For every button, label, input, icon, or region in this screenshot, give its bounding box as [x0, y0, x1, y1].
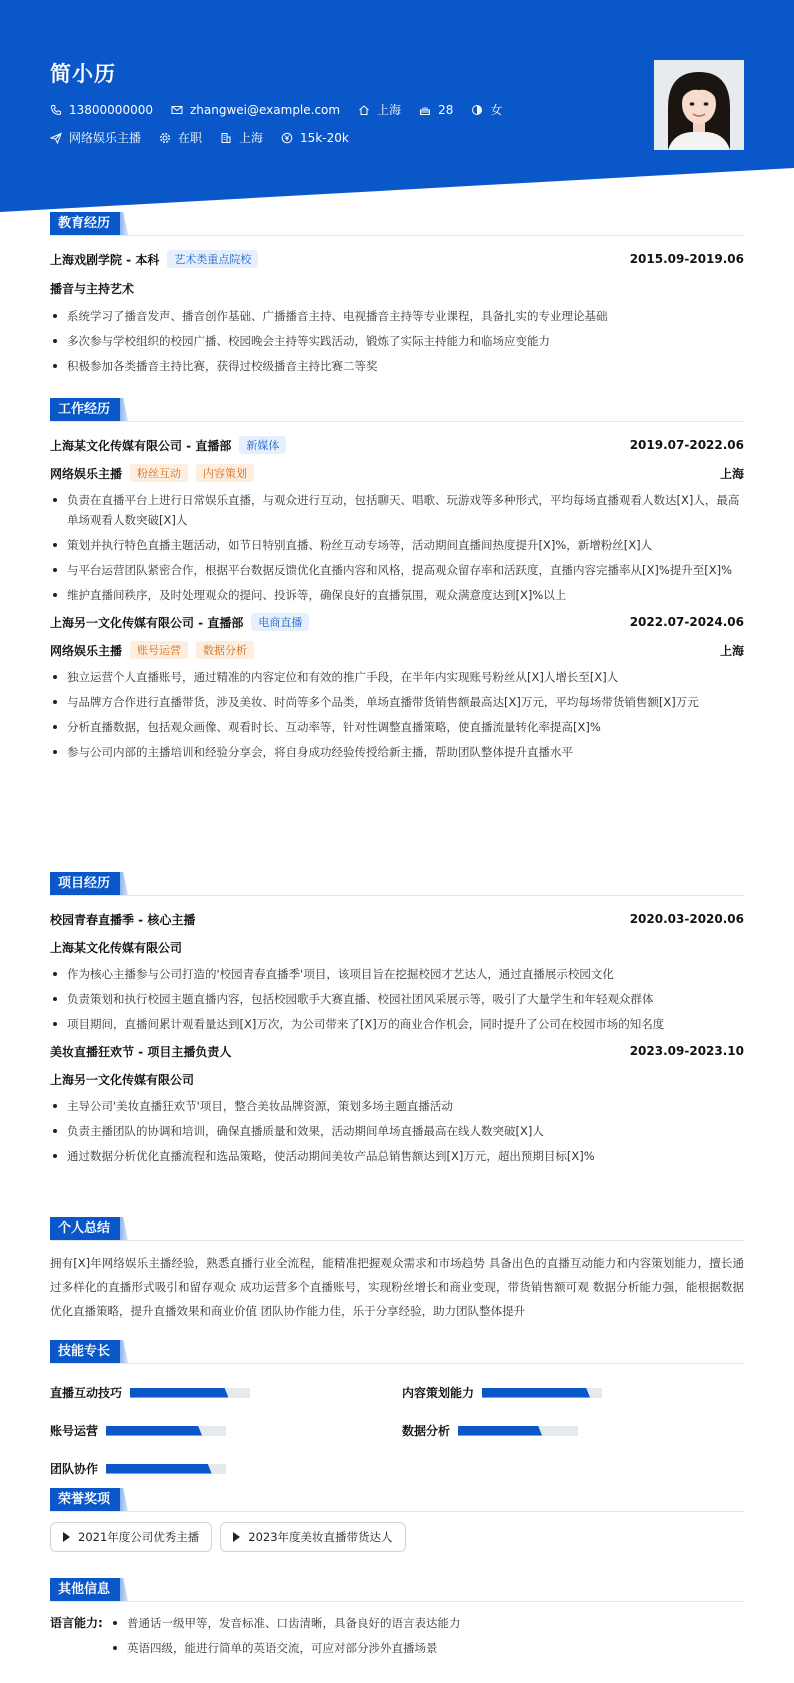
skill-bar-fill [482, 1388, 590, 1398]
company-name: 上海另一文化传媒有限公司 - 直播部 [50, 615, 244, 630]
honors-title-bar [50, 1488, 744, 1512]
honor-item [50, 1522, 212, 1552]
language-label: 语言能力: [50, 1616, 103, 1630]
skills-section [50, 1340, 744, 1488]
job-list [50, 667, 744, 762]
honors-section [50, 1488, 744, 1552]
honors-list [50, 1522, 744, 1552]
list-item: 普通话一级甲等，发音标准、口齿清晰，具备良好的语言表达能力 [110, 1612, 461, 1634]
skill-bar-fill [106, 1464, 212, 1474]
company-tag: 新媒体 [239, 436, 286, 454]
phone-info [50, 103, 153, 117]
summary-text: 拥有[X]年网络娱乐主播经验，熟悉直播行业全流程，能精准把握观众需求和市场趋势 具备出色的直播互动能力和内容策划能力，擅长通过多样化的直播形式吸引和留存观众 成功运营多个直播账号，实现粉丝增长和商业变现，带货销售额可观 数据分析能力强，能根据数据优化直播策略，提升直播效果和商业价值 团队协作能力佳，乐于分享经验，助力团队整体提升 [50, 1256, 744, 1318]
contact-row [50, 101, 520, 118]
status-text: 在职 [178, 131, 203, 145]
list-item: 负责在直播平台上进行日常娱乐直播，与观众进行互动，包括聊天、唱歌、玩游戏等多种形式，平均每场直播观看人数达[X]人，最高单场观看人数突破[X]人 [50, 490, 744, 530]
list-item: 参与公司内部的主播培训和经验分享会，将自身成功经验传授给新主播，帮助团队整体提升直播水平 [50, 742, 744, 762]
target-city-text: 上海 [239, 131, 264, 145]
job-period: 2022.07-2024.06 [629, 615, 744, 629]
honors-title: 荣誉奖项 [50, 1488, 120, 1511]
education-section [50, 212, 744, 381]
project-entry-head [50, 908, 744, 930]
projects-title-bar [50, 872, 744, 896]
list-item: 主导公司'美妆直播狂欢节'项目，整合美妆品牌资源，策划多场主题直播活动 [50, 1096, 744, 1116]
project-list [50, 1096, 744, 1166]
intent-row [50, 129, 367, 146]
work-title-bar [50, 398, 744, 422]
age-text: 28 [438, 102, 454, 117]
role-tag: 粉丝互动 [130, 464, 188, 482]
candidate-name: 简小历 [50, 62, 116, 86]
skill-name: 数据分析 [402, 1424, 451, 1438]
list-item: 作为核心主播参与公司打造的'校园青春直播季'项目，该项目旨在挖掘校园才艺达人，通过直播展示校园文化 [50, 964, 744, 984]
major-name: 播音与主持艺术 [50, 281, 135, 296]
skill-bar [106, 1464, 226, 1474]
honor-item [220, 1522, 405, 1552]
skill-bar [458, 1426, 578, 1436]
list-item: 与平台运营团队紧密合作，根据平台数据反馈优化直播内容和风格，提高观众留存率和活跃度，直播内容完播率从[X]%提升至[X]% [50, 560, 744, 580]
list-item: 多次参与学校组织的校园广播、校园晚会主持等实践活动，锻炼了实际主持能力和临场应变能力 [50, 331, 744, 351]
school-name: 上海戏剧学院 - 本科 [50, 252, 160, 267]
skill-item [402, 1422, 578, 1439]
list-item: 积极参加各类播音主持比赛，获得过校级播音主持比赛二等奖 [50, 356, 744, 376]
target-city-info [220, 129, 263, 146]
language-info [50, 1612, 744, 1662]
job-entry-head [50, 611, 744, 633]
skill-item [50, 1460, 226, 1477]
project-period: 2023.09-2023.10 [629, 1044, 744, 1058]
phone-text: 13800000000 [69, 102, 153, 117]
summary-section [50, 1217, 744, 1323]
language-list [110, 1612, 461, 1662]
company-tag: 电商直播 [251, 613, 309, 631]
project-org: 上海某文化传媒有限公司 [50, 940, 183, 955]
other-title: 其他信息 [50, 1578, 120, 1601]
job-list [50, 490, 744, 605]
home-icon [358, 104, 370, 116]
salary-text: 15k-20k [300, 130, 349, 145]
education-list [50, 306, 744, 376]
skill-item [50, 1384, 250, 1401]
work-section [50, 398, 744, 767]
school-tag: 艺术类重点院校 [167, 250, 258, 268]
job-entry-head [50, 434, 744, 456]
role-tag: 账号运营 [130, 641, 188, 659]
list-item: 负责主播团队的协调和培训，确保直播质量和效果，活动期间单场直播最高在线人数突破[X]人 [50, 1121, 744, 1141]
gender-icon [471, 104, 483, 116]
role-tag: 内容策划 [196, 464, 254, 482]
email-info [171, 103, 340, 117]
honor-text: 2021年度公司优秀主播 [78, 1530, 200, 1544]
send-icon [50, 132, 62, 144]
gear-icon [159, 132, 171, 144]
project-entry-head [50, 1040, 744, 1062]
company-name: 上海某文化传媒有限公司 - 直播部 [50, 438, 232, 453]
list-item: 系统学习了播音发声、播音创作基础、广播播音主持、电视播音主持等专业课程，具备扎实的专业理论基础 [50, 306, 744, 326]
skill-bar [130, 1388, 250, 1398]
summary-title: 个人总结 [50, 1217, 120, 1240]
skill-bar-fill [458, 1426, 542, 1436]
mail-icon [171, 104, 183, 116]
list-item: 分析直播数据，包括观众画像、观看时长、互动率等，针对性调整直播策略，使直播流量转化率提高[X]% [50, 717, 744, 737]
work-title: 工作经历 [50, 398, 120, 421]
skills-title: 技能专长 [50, 1340, 120, 1363]
money-icon [281, 132, 293, 144]
skill-item [402, 1384, 602, 1401]
skill-bar-fill [106, 1426, 202, 1436]
skill-bar [106, 1426, 226, 1436]
play-icon [63, 1532, 70, 1542]
email-text: zhangwei@example.com [189, 102, 341, 117]
project-name: 校园青春直播季 - 核心主播 [50, 912, 196, 927]
job-role: 网络娱乐主播 [50, 643, 123, 658]
job-role: 网络娱乐主播 [50, 466, 123, 481]
project-org: 上海另一文化传媒有限公司 [50, 1072, 195, 1087]
skill-name: 团队协作 [50, 1462, 99, 1476]
project-list [50, 964, 744, 1034]
list-item: 通过数据分析优化直播流程和选品策略，使活动期间美妆产品总销售额达到[X]万元，超出预期目标[X]% [50, 1146, 744, 1166]
resume-header [0, 0, 794, 212]
building-icon [220, 132, 232, 144]
job-location: 上海 [719, 643, 744, 658]
target-job-text: 网络娱乐主播 [69, 131, 142, 145]
skills-title-bar [50, 1340, 744, 1364]
skill-name: 账号运营 [50, 1424, 99, 1438]
list-item: 项目期间，直播间累计观看量达到[X]万次，为公司带来了[X]万的商业合作机会，同时提升了公司在校园市场的知名度 [50, 1014, 744, 1034]
skill-bar [482, 1388, 602, 1398]
play-icon [233, 1532, 240, 1542]
city-text: 上海 [377, 103, 402, 117]
other-section [50, 1578, 744, 1662]
avatar [654, 60, 744, 150]
list-item: 维护直播间秩序，及时处理观众的提问、投诉等，确保良好的直播氛围，观众满意度达到[X]%以上 [50, 585, 744, 605]
list-item: 独立运营个人直播账号，通过精准的内容定位和有效的推广手段，在半年内实现账号粉丝从[X]人增长至[X]人 [50, 667, 744, 687]
role-tag: 数据分析 [196, 641, 254, 659]
target-job-info [50, 129, 141, 146]
age-info [419, 103, 453, 117]
other-title-bar [50, 1578, 744, 1602]
major-row [50, 277, 744, 299]
projects-title: 项目经历 [50, 872, 120, 895]
cake-icon [419, 104, 431, 116]
phone-icon [50, 104, 62, 116]
list-item: 负责策划和执行校园主题直播内容，包括校园歌手大赛直播、校园社团风采展示等，吸引了大量学生和年轻观众群体 [50, 989, 744, 1009]
gender-info [471, 101, 502, 118]
city-info [358, 101, 401, 118]
job-role-row [50, 639, 744, 661]
skills-grid [50, 1372, 744, 1488]
salary-info [281, 131, 349, 145]
project-org-row [50, 936, 744, 958]
list-item: 策划并执行特色直播主题活动，如节日特别直播、粉丝互动专场等，活动期间直播间热度提升[X]%，新增粉丝[X]人 [50, 535, 744, 555]
education-title: 教育经历 [50, 212, 120, 235]
list-item: 英语四级，能进行简单的英语交流，可应对部分涉外直播场景 [110, 1637, 461, 1659]
skill-name: 内容策划能力 [402, 1386, 475, 1400]
project-name: 美妆直播狂欢节 - 项目主播负责人 [50, 1044, 232, 1059]
status-info [159, 129, 202, 146]
portrait-image [654, 60, 744, 150]
education-title-bar [50, 212, 744, 236]
education-entry-head [50, 248, 744, 270]
summary-title-bar [50, 1217, 744, 1241]
list-item: 与品牌方合作进行直播带货，涉及美妆、时尚等多个品类，单场直播带货销售额最高达[X]万元，平均每场带货销售额[X]万元 [50, 692, 744, 712]
job-role-row [50, 462, 744, 484]
project-period: 2020.03-2020.06 [629, 912, 744, 926]
job-location: 上海 [719, 466, 744, 481]
honor-text: 2023年度美妆直播带货达人 [248, 1530, 393, 1544]
education-period: 2015.09-2019.06 [629, 252, 744, 266]
job-period: 2019.07-2022.06 [629, 438, 744, 452]
skill-item [50, 1422, 226, 1439]
project-org-row [50, 1068, 744, 1090]
projects-section [50, 872, 744, 1171]
skill-name: 直播互动技巧 [50, 1386, 123, 1400]
gender-text: 女 [490, 103, 503, 117]
skill-bar-fill [130, 1388, 228, 1398]
